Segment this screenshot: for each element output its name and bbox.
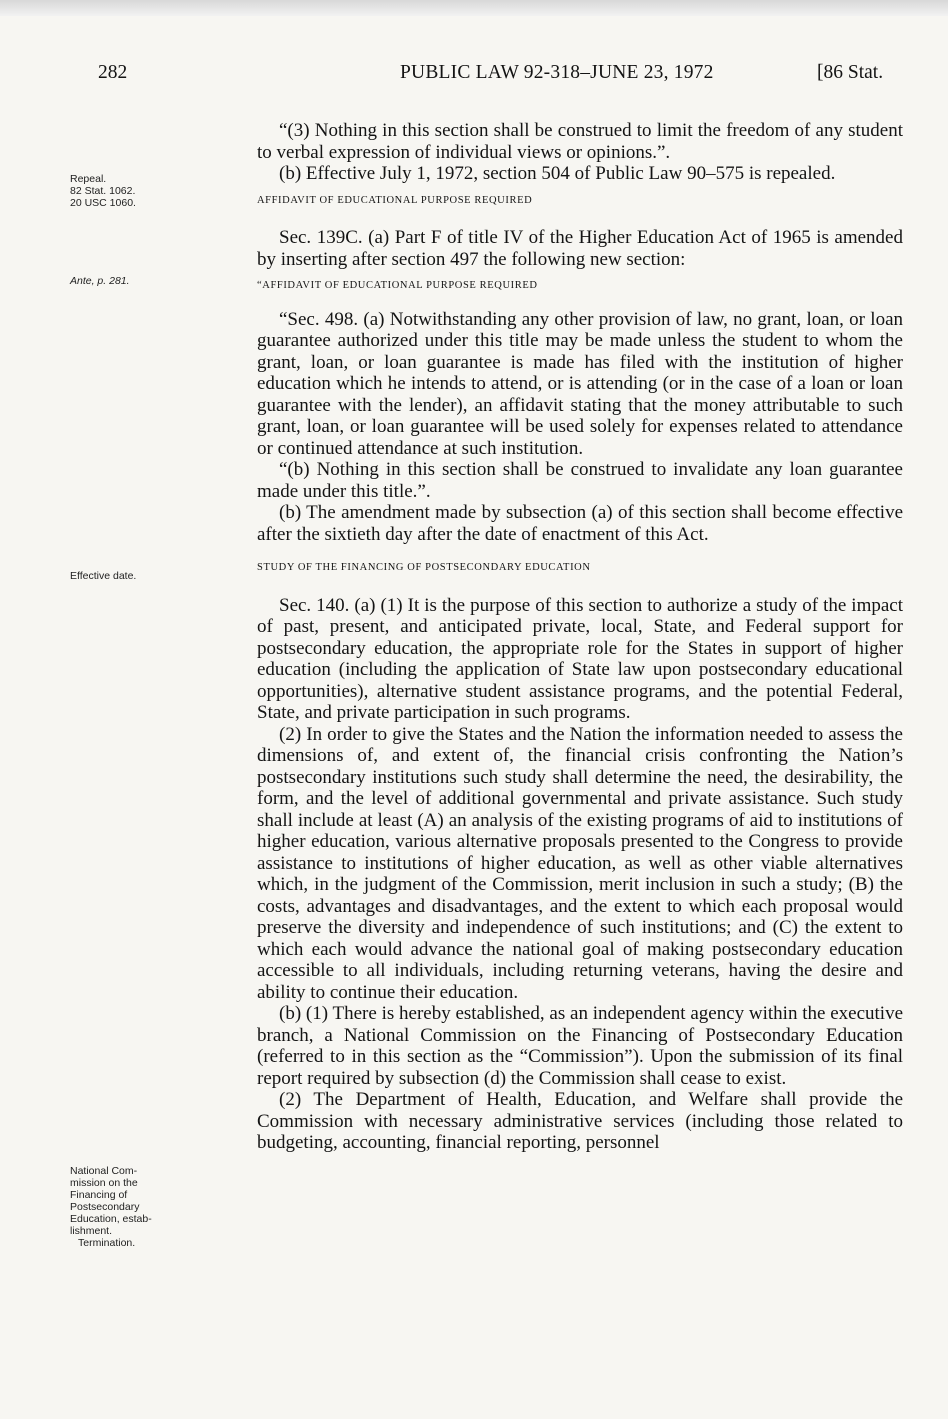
paragraph: Sec. 139C. (a) Part F of title IV of the Higher Education Act of 1965 is amended by inserting after section 497 the following new section: [257, 227, 903, 270]
section-heading: STUDY OF THE FINANCING OF POSTSECONDARY EDUCATION [257, 562, 591, 573]
page-header [0, 62, 948, 92]
paragraph: “(3) Nothing in this section shall be construed to limit the freedom of any student to verbal expression of individual views or opinions.”. [257, 120, 903, 163]
paragraph: (2) In order to give the States and the Nation the information needed to assess the dimensions of, and extent of, the financial crisis confronting the Nation’s postsecondary institutions such study shall determine the need, the desirability, the form, and the level of additional governmental and private assistance. Such study shall include at least (A) an analysis of the existing programs of aid to institutions of higher education, various alternative proposals presented to the Congress to provide assistance to institutions of higher education, as well as other viable alternatives which, in the judgment of the Commission, merit inclusion in such a study; (B) the costs, advantages and disadvantages, and the extent to which each proposal would preserve the diversity and independence of such institutions; and (C) the extent to which each would advance the national goal of making postsecondary education accessible to all individuals, including returning veterans, having the desire and ability to continue their education. [257, 723, 903, 1003]
paragraph: (b) The amendment made by subsection (a) of this section shall become effective after the sixtieth day after the date of enactment of this Act. [257, 502, 903, 545]
paragraph: “(b) Nothing in this section shall be construed to invalidate any loan guarantee made under this title.”. [257, 459, 903, 502]
section-heading: “AFFIDAVIT OF EDUCATIONAL PURPOSE REQUIRED [257, 280, 538, 291]
margin-note-national-commission: National Com- mission on the Financing of Postsecondary Education, estab- lishment. Termination. [70, 1165, 152, 1249]
margin-note-effective-date: Effective date. [70, 570, 137, 582]
paragraph: (b) (1) There is hereby established, as an independent agency within the executive branch, a National Commission on the Financing of Postsecondary Education (referred to in this section as the “Commission”). Upon the submission of its final report required by subsection (d) the Commission shall cease to exist. [257, 1003, 903, 1089]
volume-citation: [86 Stat. [817, 62, 884, 83]
running-head: PUBLIC LAW 92-318–JUNE 23, 1972 [400, 62, 714, 83]
page-number: 282 [98, 62, 128, 83]
main-text [257, 120, 903, 1154]
paragraph: (2) The Department of Health, Education, and Welfare shall provide the Commission with necessary administrative services (including those related to budgeting, accounting, financial reporting, personnel [257, 1089, 903, 1153]
paragraph: “Sec. 498. (a) Notwithstanding any other provision of law, no grant, loan, or loan guarantee authorized under this title may be made unless the student to whom the grant, loan, or loan guarantee is made has filed with the institution of higher education which he intends to attend, or is attending (or in the case of a loan or loan guarantee with the lender), an affidavit stating that the money attributable to such grant, loan, or loan guarantee will be used solely for expenses related to attendance or continued attendance at such institution. [257, 308, 903, 459]
margin-note-ante: Ante, p. 281. [70, 275, 130, 287]
paragraph: (b) Effective July 1, 1972, section 504 of Public Law 90–575 is repealed. [279, 163, 836, 184]
scan-edge [0, 0, 948, 16]
section-heading: AFFIDAVIT OF EDUCATIONAL PURPOSE REQUIRED [257, 194, 533, 206]
paragraph: Sec. 140. (a) (1) It is the purpose of this section to authorize a study of the impact of past, present, and anticipated private, local, State, and Federal support for postsecondary education, the appropriate role for the States in support of higher education (including the application of State law upon postsecondary educational opportunities), alternative student assistance programs, and the potential Federal, State, and private participation in such programs. [257, 594, 903, 723]
margin-note-repeal: Repeal. 82 Stat. 1062. 20 USC 1060. [70, 173, 136, 209]
